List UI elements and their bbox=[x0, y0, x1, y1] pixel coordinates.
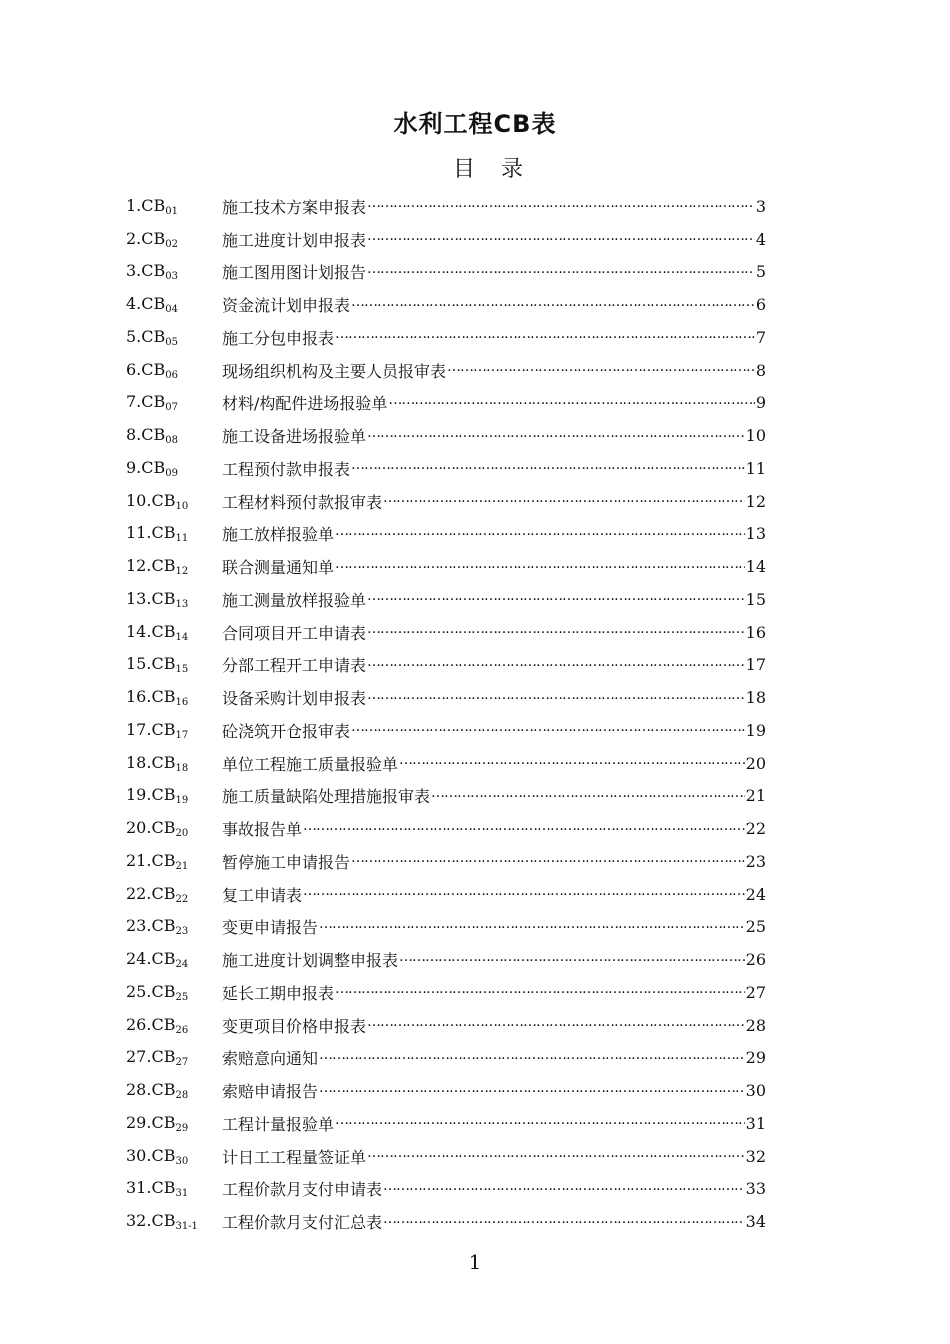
toc-entry-page: 30 bbox=[745, 1081, 766, 1101]
toc-dot-leader bbox=[431, 788, 745, 804]
toc-entry[interactable] bbox=[126, 812, 766, 845]
toc-dot-leader bbox=[335, 329, 755, 345]
toc-entry-number: 2.CB bbox=[126, 228, 166, 248]
toc-dot-leader bbox=[351, 460, 745, 476]
toc-entry-subscript: 24 bbox=[175, 959, 189, 971]
toc-entry-subscript: 25 bbox=[175, 991, 189, 1003]
toc-entry-subscript: 08 bbox=[165, 435, 178, 447]
toc-entry-title: 砼浇筑开仓报审表 bbox=[222, 721, 351, 741]
toc-entry-number: 32.CB bbox=[126, 1211, 176, 1231]
toc-entry-subscript: 04 bbox=[165, 304, 178, 316]
toc-dot-leader bbox=[399, 952, 745, 968]
toc-entry-subscript: 12 bbox=[175, 566, 189, 578]
toc-entry-code bbox=[126, 687, 222, 708]
toc-entry[interactable] bbox=[126, 714, 766, 747]
toc-dot-leader bbox=[367, 231, 755, 247]
toc-entry-page: 19 bbox=[745, 720, 766, 740]
toc-entry-code bbox=[126, 982, 222, 1003]
toc-dot-leader bbox=[367, 624, 745, 640]
toc-entry-code bbox=[126, 818, 222, 839]
toc-dot-leader bbox=[367, 690, 745, 706]
toc-entry-subscript: 29 bbox=[175, 1122, 189, 1134]
toc-entry-title: 施工放样报验单 bbox=[222, 525, 335, 545]
toc-entry-title: 施工测量放样报验单 bbox=[222, 590, 367, 610]
toc-entry-title: 工程价款月支付申请表 bbox=[222, 1180, 383, 1200]
toc-entry-title: 合同项目开工申请表 bbox=[222, 623, 367, 643]
toc-dot-leader bbox=[351, 297, 755, 313]
toc-entry-code bbox=[126, 1047, 222, 1068]
toc-entry-title: 工程价款月支付汇总表 bbox=[222, 1213, 383, 1233]
toc-dot-leader bbox=[351, 853, 745, 869]
toc-entry-subscript: 28 bbox=[175, 1090, 189, 1102]
toc-entry-number: 27.CB bbox=[126, 1047, 176, 1067]
toc-entry-title: 复工申请表 bbox=[222, 885, 303, 905]
toc-entry-page: 27 bbox=[745, 982, 766, 1002]
toc-entry-subscript: 31-1 bbox=[175, 1221, 198, 1233]
toc-entry-code bbox=[126, 884, 222, 905]
toc-entry[interactable] bbox=[126, 649, 766, 682]
toc-entry-title: 联合测量通知单 bbox=[222, 558, 335, 578]
toc-entry-code bbox=[126, 949, 222, 970]
toc-entry-page: 34 bbox=[745, 1212, 766, 1232]
toc-entry[interactable] bbox=[126, 256, 766, 289]
toc-entry-number: 13.CB bbox=[126, 588, 176, 608]
toc-entry[interactable] bbox=[126, 485, 766, 518]
toc-entry[interactable] bbox=[126, 976, 766, 1009]
toc-entry-number: 4.CB bbox=[126, 294, 166, 314]
toc-entry-code bbox=[126, 1211, 222, 1232]
toc-entry-code bbox=[126, 589, 222, 610]
toc-dot-leader bbox=[335, 559, 745, 575]
toc-entry-title: 计日工工程量签证单 bbox=[222, 1147, 367, 1167]
toc-entry-code bbox=[126, 1015, 222, 1036]
toc-dot-leader bbox=[367, 198, 755, 214]
toc-entry[interactable] bbox=[126, 1009, 766, 1042]
toc-entry-title: 材料/构配件进场报验单 bbox=[222, 394, 388, 414]
toc-entry-code bbox=[126, 622, 222, 643]
toc-entry-code bbox=[126, 851, 222, 872]
toc-entry-page: 21 bbox=[745, 786, 766, 806]
toc-entry[interactable] bbox=[126, 845, 766, 878]
toc-entry-page: 13 bbox=[745, 524, 766, 544]
toc-entry-subscript: 07 bbox=[165, 402, 178, 414]
toc-entry[interactable] bbox=[126, 911, 766, 944]
toc-entry[interactable] bbox=[126, 452, 766, 485]
toc-dot-leader bbox=[367, 1017, 745, 1033]
toc-dot-leader bbox=[367, 264, 755, 280]
toc-entry-number: 5.CB bbox=[126, 326, 166, 346]
toc-entry-number: 16.CB bbox=[126, 687, 176, 707]
page-number: 1 bbox=[468, 1250, 482, 1274]
toc-entry-page: 11 bbox=[745, 458, 766, 478]
toc-entry-title: 延长工期申报表 bbox=[222, 983, 335, 1003]
toc-entry-number: 19.CB bbox=[126, 785, 176, 805]
toc-dot-leader bbox=[367, 428, 745, 444]
toc-entry[interactable] bbox=[126, 419, 766, 452]
toc-entry-page: 14 bbox=[745, 557, 766, 577]
toc-entry-title: 工程计量报验单 bbox=[222, 1114, 335, 1134]
toc-entry-code bbox=[126, 556, 222, 577]
toc-entry-title: 施工设备进场报验单 bbox=[222, 427, 367, 447]
toc-entry-subscript: 13 bbox=[175, 598, 189, 610]
toc-entry-number: 7.CB bbox=[126, 392, 166, 412]
toc-entry-code bbox=[126, 425, 222, 446]
toc-entry-page: 32 bbox=[745, 1146, 766, 1166]
toc-entry-page: 9 bbox=[755, 393, 766, 413]
toc-entry-subscript: 16 bbox=[175, 697, 189, 709]
toc-entry-number: 10.CB bbox=[126, 490, 176, 510]
toc-entry-number: 14.CB bbox=[126, 621, 176, 641]
toc-entry-subscript: 17 bbox=[175, 729, 189, 741]
toc-entry-subscript: 21 bbox=[175, 860, 189, 872]
toc-entry-number: 20.CB bbox=[126, 818, 176, 838]
toc-entry-page: 26 bbox=[745, 950, 766, 970]
toc-entry-number: 17.CB bbox=[126, 719, 176, 739]
toc-entry-subscript: 05 bbox=[165, 336, 178, 348]
toc-entry-code bbox=[126, 1113, 222, 1134]
toc-entry-page: 29 bbox=[745, 1048, 766, 1068]
toc-entry-subscript: 23 bbox=[175, 926, 189, 938]
toc-entry-page: 22 bbox=[745, 819, 766, 839]
toc-dot-leader bbox=[319, 1050, 745, 1066]
toc-entry-title: 工程材料预付款报审表 bbox=[222, 492, 383, 512]
toc-entry-code bbox=[126, 327, 222, 348]
toc-entry-number: 18.CB bbox=[126, 752, 176, 772]
toc-entry-subscript: 10 bbox=[175, 500, 189, 512]
toc-dot-leader bbox=[335, 984, 745, 1000]
toc-entry-subscript: 11 bbox=[175, 533, 189, 545]
toc-entry-number: 8.CB bbox=[126, 425, 166, 445]
toc-entry-title: 索赔申请报告 bbox=[222, 1082, 319, 1102]
toc-entry-page: 33 bbox=[745, 1179, 766, 1199]
toc-dot-leader bbox=[319, 919, 745, 935]
toc-entry-number: 25.CB bbox=[126, 981, 176, 1001]
toc-dot-leader bbox=[367, 591, 745, 607]
toc-entry[interactable] bbox=[126, 1074, 766, 1107]
toc-entry[interactable] bbox=[126, 354, 766, 387]
toc-entry-subscript: 26 bbox=[175, 1024, 189, 1036]
toc-entry[interactable] bbox=[126, 518, 766, 551]
toc-entry-subscript: 01 bbox=[165, 205, 178, 217]
toc-dot-leader bbox=[388, 395, 754, 411]
toc-entry-number: 6.CB bbox=[126, 359, 166, 379]
toc-entry-title: 施工质量缺陷处理措施报审表 bbox=[222, 787, 431, 807]
toc-entry-page: 24 bbox=[745, 884, 766, 904]
toc-entry-page: 7 bbox=[755, 327, 766, 347]
toc-entry[interactable] bbox=[126, 681, 766, 714]
toc-dot-leader bbox=[383, 1181, 745, 1197]
toc-entry-code bbox=[126, 458, 222, 479]
toc-entry-title: 施工分包申报表 bbox=[222, 328, 335, 348]
toc-entry[interactable] bbox=[126, 747, 766, 780]
toc-dot-leader bbox=[367, 657, 745, 673]
toc-entry-title: 变更项目价格申报表 bbox=[222, 1016, 367, 1036]
toc-entry-page: 15 bbox=[745, 589, 766, 609]
toc-entry-code bbox=[126, 294, 222, 315]
toc-entry-page: 5 bbox=[755, 262, 766, 282]
toc-entry-title: 现场组织机构及主要人员报审表 bbox=[222, 361, 447, 381]
table-of-contents bbox=[126, 190, 766, 1238]
toc-entry[interactable] bbox=[126, 387, 766, 420]
toc-entry-title: 施工进度计划申报表 bbox=[222, 230, 367, 250]
toc-entry-title: 事故报告单 bbox=[222, 820, 303, 840]
toc-dot-leader bbox=[303, 886, 745, 902]
toc-entry-title: 分部工程开工申请表 bbox=[222, 656, 367, 676]
toc-entry[interactable] bbox=[126, 1107, 766, 1140]
toc-entry-number: 29.CB bbox=[126, 1112, 176, 1132]
toc-entry-code bbox=[126, 523, 222, 544]
toc-entry[interactable] bbox=[126, 321, 766, 354]
toc-entry-subscript: 22 bbox=[175, 893, 189, 905]
toc-entry-title: 施工图用图计划报告 bbox=[222, 263, 367, 283]
toc-entry-title: 暂停施工申请报告 bbox=[222, 852, 351, 872]
toc-entry[interactable] bbox=[126, 223, 766, 256]
toc-entry-code bbox=[126, 654, 222, 675]
toc-entry-number: 22.CB bbox=[126, 883, 176, 903]
toc-dot-leader bbox=[335, 1115, 745, 1131]
toc-entry-code bbox=[126, 1146, 222, 1167]
toc-entry[interactable] bbox=[126, 943, 766, 976]
toc-entry-page: 17 bbox=[745, 655, 766, 675]
toc-entry[interactable] bbox=[126, 1205, 766, 1238]
toc-entry-number: 21.CB bbox=[126, 850, 176, 870]
toc-entry-subscript: 27 bbox=[175, 1057, 189, 1069]
toc-entry[interactable] bbox=[126, 288, 766, 321]
toc-entry-subscript: 03 bbox=[165, 271, 178, 283]
toc-entry-page: 18 bbox=[745, 688, 766, 708]
toc-entry-page: 20 bbox=[745, 753, 766, 773]
toc-entry-number: 24.CB bbox=[126, 949, 176, 969]
toc-entry-title: 资金流计划申报表 bbox=[222, 296, 351, 316]
toc-entry-page: 6 bbox=[755, 295, 766, 315]
toc-entry-number: 1.CB bbox=[126, 195, 166, 215]
toc-entry-number: 26.CB bbox=[126, 1014, 176, 1034]
toc-entry[interactable] bbox=[126, 780, 766, 813]
toc-dot-leader bbox=[399, 755, 745, 771]
toc-entry-number: 31.CB bbox=[126, 1178, 176, 1198]
toc-entry-subscript: 02 bbox=[165, 238, 178, 250]
toc-entry-number: 11.CB bbox=[126, 523, 176, 543]
toc-entry-subscript: 19 bbox=[175, 795, 189, 807]
toc-dot-leader bbox=[447, 362, 755, 378]
toc-entry-title: 工程预付款申报表 bbox=[222, 459, 351, 479]
toc-entry-page: 3 bbox=[755, 196, 766, 216]
toc-entry[interactable] bbox=[126, 583, 766, 616]
toc-dot-leader bbox=[351, 722, 745, 738]
toc-entry[interactable] bbox=[126, 616, 766, 649]
toc-entry-number: 23.CB bbox=[126, 916, 176, 936]
toc-entry-code bbox=[126, 1178, 222, 1199]
toc-entry-subscript: 06 bbox=[165, 369, 178, 381]
document-title: 水利工程CB表 bbox=[393, 110, 557, 138]
toc-entry-title: 变更申请报告 bbox=[222, 918, 319, 938]
toc-entry-title: 单位工程施工质量报验单 bbox=[222, 754, 399, 774]
toc-dot-leader bbox=[319, 1083, 745, 1099]
toc-entry-subscript: 20 bbox=[175, 828, 189, 840]
toc-dot-leader bbox=[335, 526, 745, 542]
toc-entry-number: 3.CB bbox=[126, 261, 166, 281]
toc-entry[interactable] bbox=[126, 1173, 766, 1206]
toc-entry-code bbox=[126, 491, 222, 512]
toc-entry[interactable] bbox=[126, 550, 766, 583]
toc-entry-code bbox=[126, 229, 222, 250]
toc-dot-leader bbox=[303, 821, 745, 837]
toc-entry-code bbox=[126, 1080, 222, 1101]
toc-entry-page: 10 bbox=[745, 426, 766, 446]
toc-dot-leader bbox=[383, 493, 745, 509]
toc-entry-subscript: 18 bbox=[175, 762, 189, 774]
toc-entry-code bbox=[126, 261, 222, 282]
toc-entry-number: 9.CB bbox=[126, 457, 166, 477]
toc-entry-page: 4 bbox=[755, 229, 766, 249]
toc-entry[interactable] bbox=[126, 878, 766, 911]
toc-entry-page: 8 bbox=[755, 360, 766, 380]
toc-entry-subscript: 31 bbox=[175, 1188, 189, 1200]
toc-entry[interactable] bbox=[126, 1042, 766, 1075]
toc-entry-title: 设备采购计划申报表 bbox=[222, 689, 367, 709]
toc-entry-page: 23 bbox=[745, 851, 766, 871]
toc-entry-code bbox=[126, 785, 222, 806]
toc-entry-subscript: 30 bbox=[175, 1155, 189, 1167]
toc-entry-page: 25 bbox=[745, 917, 766, 937]
toc-entry-code bbox=[126, 720, 222, 741]
toc-entry-subscript: 15 bbox=[175, 664, 189, 676]
toc-dot-leader bbox=[383, 1214, 745, 1230]
toc-heading: 目录 bbox=[452, 157, 549, 182]
toc-entry-page: 16 bbox=[745, 622, 766, 642]
toc-entry-code bbox=[126, 196, 222, 217]
toc-entry-subscript: 14 bbox=[175, 631, 189, 643]
toc-entry-code bbox=[126, 753, 222, 774]
toc-entry-page: 28 bbox=[745, 1015, 766, 1035]
toc-dot-leader bbox=[367, 1148, 745, 1164]
toc-entry-code bbox=[126, 916, 222, 937]
toc-entry-number: 12.CB bbox=[126, 556, 176, 576]
toc-entry-title: 施工进度计划调整申报表 bbox=[222, 951, 399, 971]
toc-entry[interactable] bbox=[126, 190, 766, 223]
toc-entry-code bbox=[126, 392, 222, 413]
toc-entry-page: 12 bbox=[745, 491, 766, 511]
toc-entry-code bbox=[126, 360, 222, 381]
toc-entry-title: 施工技术方案申报表 bbox=[222, 197, 367, 217]
toc-entry-page: 31 bbox=[745, 1113, 766, 1133]
toc-entry-number: 28.CB bbox=[126, 1080, 176, 1100]
toc-entry-number: 30.CB bbox=[126, 1145, 176, 1165]
toc-entry-subscript: 09 bbox=[165, 467, 178, 479]
toc-entry-title: 索赔意向通知 bbox=[222, 1049, 319, 1069]
toc-entry-number: 15.CB bbox=[126, 654, 176, 674]
toc-entry[interactable] bbox=[126, 1140, 766, 1173]
